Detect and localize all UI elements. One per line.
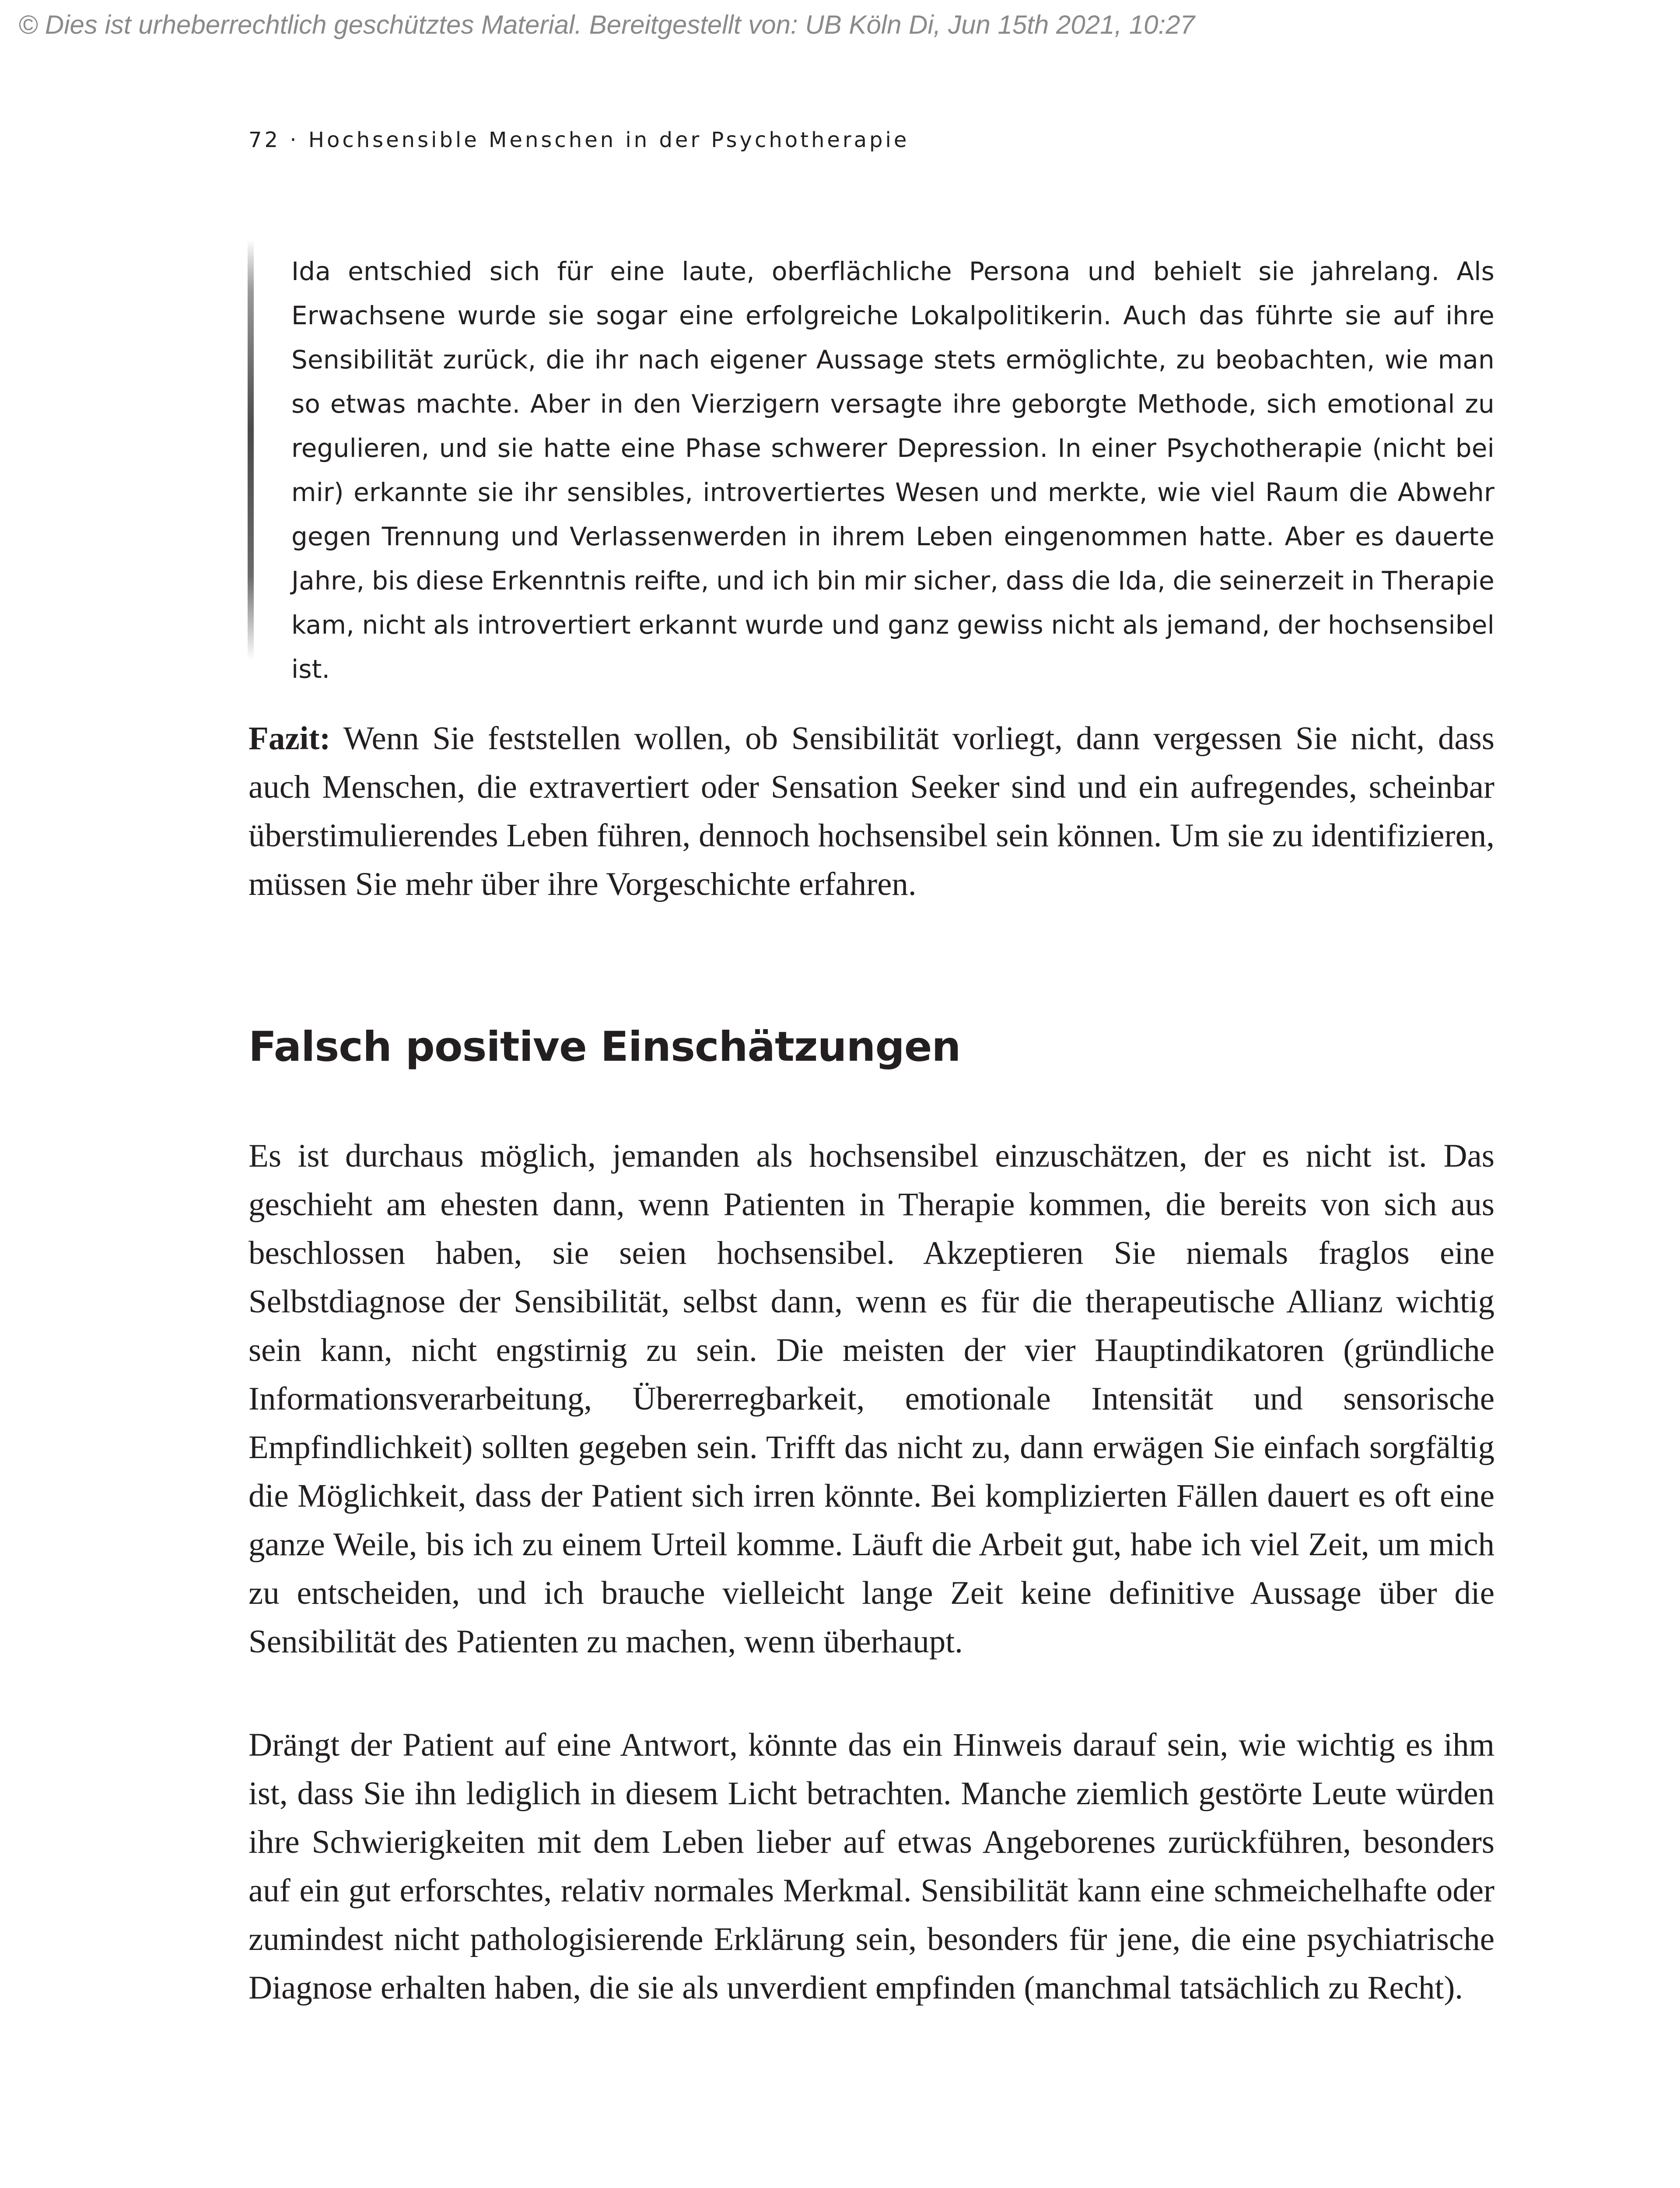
case-example-text: Ida entschied sich für eine laute, oberflächliche Persona und behielt sie jahrelang. Als Erwachsene wurde sie sogar eine erfolgreiche Lokalpolitikerin. Auch das führte sie auf ihre Sensibilität zurück, die ihr nach eigener Aussage stets ermöglichte, zu beobachten, wie man so etwas machte. Aber in den Vierzigern versagte ihre geborgte Methode, sich emotional zu regulieren, und sie hatte eine Phase schwerer Depression. In einer Psychotherapie (nicht bei mir) erkannte sie ihr sensibles, introvertiertes Wesen und merkte, wie viel Raum die Abwehr gegen Trennung und Verlassenwerden in ihrem Leben eingenommen hatte. Aber es dauerte Jahre, bis diese Erkenntnis reifte, und ich bin mir sicher, dass die Ida, die seinerzeit in Therapie kam, nicht als introvertiert erkannt wurde und ganz gewiss nicht als jemand, der hochsensibel ist.: [291, 256, 1494, 684]
fazit-paragraph: [248, 714, 1494, 908]
running-head: 72 · Hochsensible Menschen in der Psychotherapie: [248, 128, 910, 152]
body-paragraph-2: Drängt der Patient auf eine Antwort, könnte das ein Hinweis darauf sein, wie wichtig es ihm ist, dass Sie ihn lediglich in diesem Licht betrachten. Manche ziemlich gestörte Leute würden ihre Schwierigkeiten mit dem Leben lieber auf etwas Angeborenes zurückführen, besonders auf ein gut erforschtes, relativ normales Merkmal. Sensibilität kann eine schmeichelhafte oder zumindest nicht pathologisierende Erklärung sein, besonders für jene, die eine psychiatrische Diagnose erhalten haben, die sie als unverdient empfinden (manchmal tatsächlich zu Recht).: [248, 1727, 1494, 2006]
section-heading: Falsch positive Einschätzungen: [248, 1023, 961, 1071]
body-paragraph-1: Es ist durchaus möglich, jemanden als hochsensibel einzuschätzen, der es nicht ist. Das geschieht am ehesten dann, wenn Patienten in Therapie kommen, die bereits von sich aus beschlossen haben, sie seien hochsensibel. Akzeptieren Sie niemals fraglos eine Selbstdiagnose der Sensibilität, selbst dann, wenn es für die therapeutische Allianz wichtig sein kann, nicht engstirnig zu sein. Die meisten der vier Hauptindikatoren (gründliche Informationsverarbeitung, Übererregbarkeit, emotionale Intensität und sensorische Empfindlichkeit) sollten gegeben sein. Trifft das nicht zu, dann erwägen Sie einfach sorgfältig die Möglichkeit, dass der Patient sich irren könnte. Bei komplizierten Fällen dauert es oft eine ganze Weile, bis ich zu einem Urteil komme. Läuft die Arbeit gut, habe ich viel Zeit, um mich zu entscheiden, und ich brauche vielleicht lange Zeit keine definitive Aussage über die Sensibilität des Patienten zu machen, wenn überhaupt.: [248, 1138, 1494, 1660]
fazit-text: Wenn Sie feststellen wollen, ob Sensibilität vorliegt, dann vergessen Sie nicht, dass auch Menschen, die extravertiert oder Sensation Seeker sind und ein aufregendes, scheinbar überstimulierendes Leben führen, dennoch hochsensibel sein können. Um sie zu identifizieren, müssen Sie mehr über ihre Vorgeschichte erfahren.: [248, 720, 1494, 902]
copyright-watermark: © Dies ist urheberrechtlich geschütztes Material. Bereitgestellt von: UB Köln Di, Jun 15th 2021, 10:27: [18, 10, 1195, 39]
case-example-bar: [248, 240, 254, 660]
fazit-label: Fazit:: [248, 720, 331, 757]
case-example-box: [248, 240, 1494, 684]
